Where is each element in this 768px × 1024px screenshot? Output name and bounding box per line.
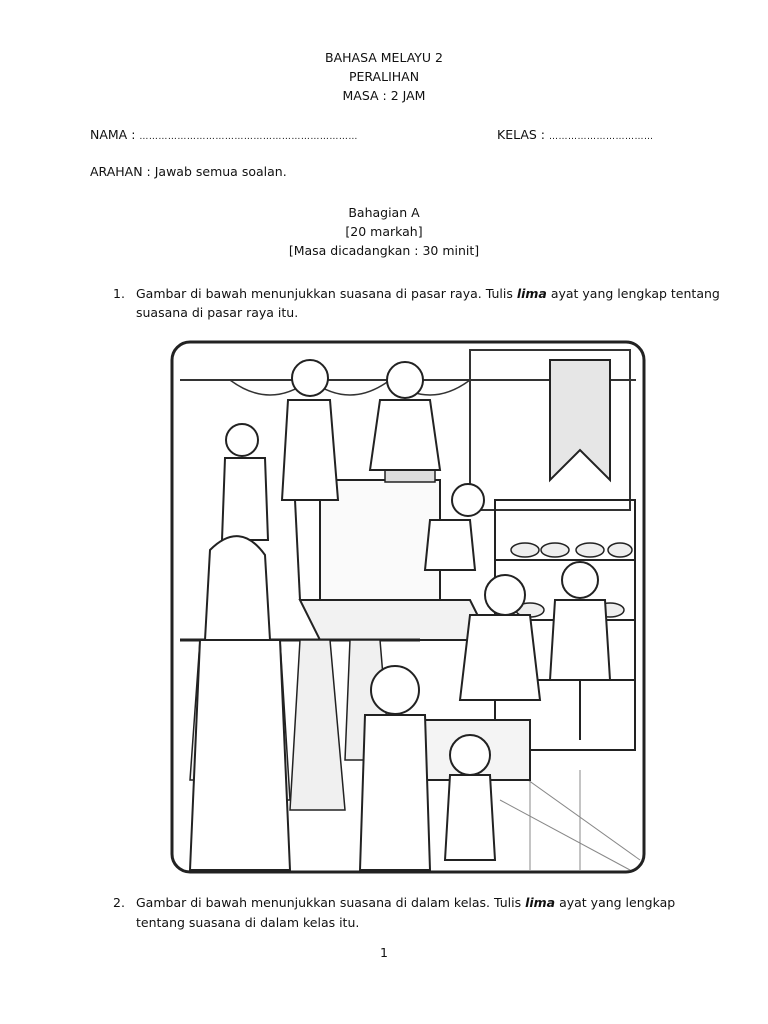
header-duration: MASA : 2 JAM bbox=[342, 88, 426, 103]
question-1-text-before: Gambar di bawah menunjukkan suasana di pasar raya. Tulis bbox=[136, 286, 517, 301]
kelas-dots: …………………………… bbox=[549, 132, 654, 142]
question-1-line2: suasana di pasar raya itu. bbox=[136, 305, 299, 320]
nama-field bbox=[90, 127, 358, 142]
question-2-text bbox=[136, 893, 736, 933]
question-1-number: 1. bbox=[113, 286, 125, 301]
question-2-text-before: Gambar di bawah menunjukkan suasana di dalam kelas. Tulis bbox=[136, 895, 526, 910]
section-marks: [20 markah] bbox=[345, 224, 423, 239]
question-1-text-after: ayat yang lengkap tentang bbox=[546, 286, 720, 301]
supermarket-illustration bbox=[170, 340, 646, 874]
nama-dots: …………………………………………………………… bbox=[139, 132, 358, 142]
question-1-text bbox=[136, 284, 736, 322]
page-number: 1 bbox=[380, 945, 388, 960]
header-level: PERALIHAN bbox=[348, 69, 420, 84]
question-2-text-after: ayat yang lengkap bbox=[555, 895, 676, 910]
question-1-emphasis: lima bbox=[516, 286, 547, 301]
kelas-label: KELAS : bbox=[497, 127, 546, 142]
section-title: Bahagian A bbox=[348, 205, 420, 220]
instructions: ARAHAN : Jawab semua soalan. bbox=[90, 164, 287, 179]
kelas-field bbox=[497, 127, 654, 142]
section-time: [Masa dicadangkan : 30 minit] bbox=[288, 243, 480, 258]
question-2-line2: tentang suasana di dalam kelas itu. bbox=[136, 915, 360, 930]
question-2-emphasis: lima bbox=[525, 895, 556, 910]
question-2-number: 2. bbox=[113, 895, 125, 910]
header-title: BAHASA MELAYU 2 bbox=[325, 50, 443, 65]
nama-label: NAMA : bbox=[90, 127, 136, 142]
